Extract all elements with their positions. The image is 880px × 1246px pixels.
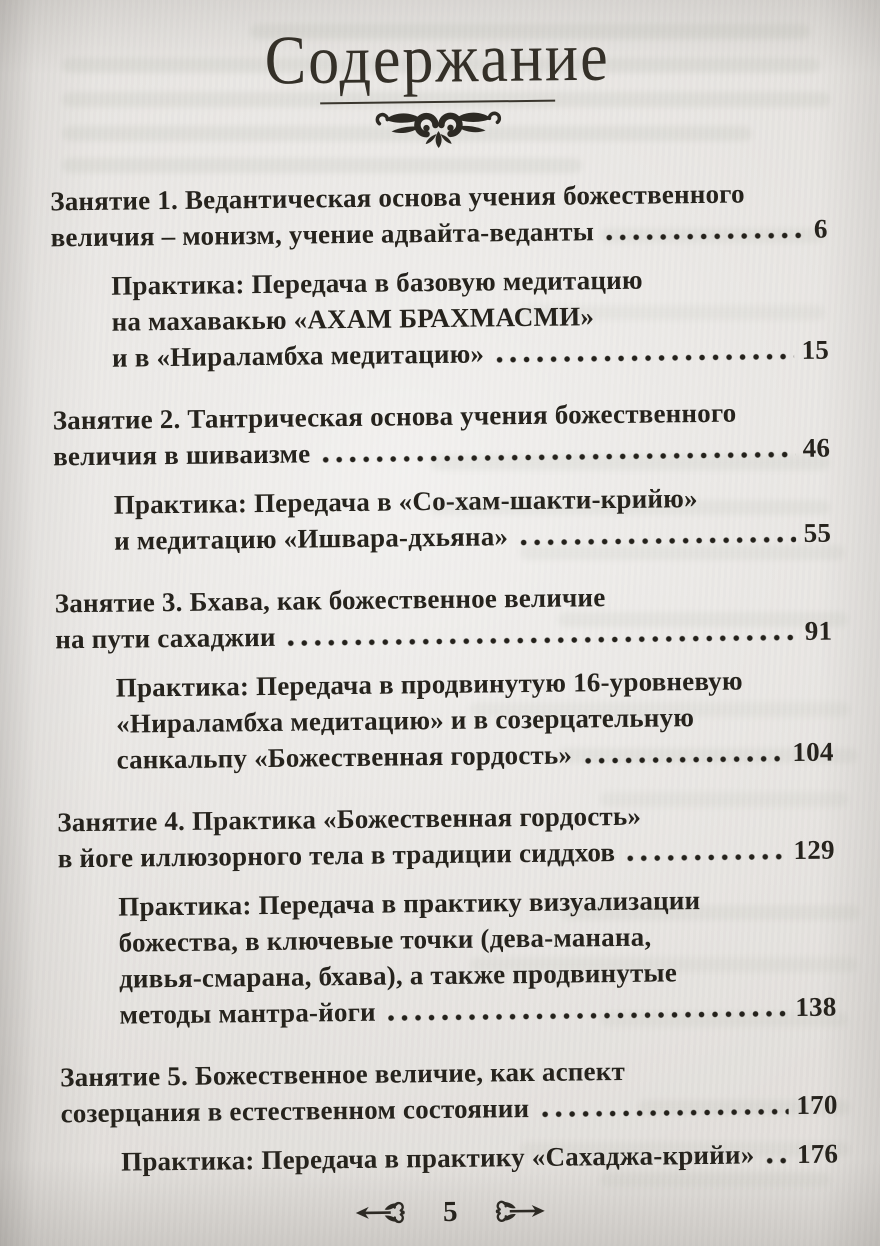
dot-leader	[520, 535, 796, 547]
dot-leader	[322, 450, 794, 464]
toc-entry-line: Практика: Передача в продвинутую 16-уровневую	[115, 665, 743, 703]
toc-entry-text: санкальпу «Божественная гордость»	[116, 739, 573, 775]
floral-flourish-icon	[49, 101, 826, 154]
toc-entry-lastline	[116, 734, 833, 778]
toc-entry-text: созерцания в естественном состоянии	[60, 1093, 530, 1129]
page-footer	[62, 1188, 839, 1237]
toc-entry-text: в йоге иллюзорного тела в традиции сиддхов	[57, 837, 616, 874]
dot-leader	[496, 352, 794, 364]
page-title: Содержание	[264, 19, 611, 100]
toc-entry-text: и медитацию «Ишвара-дхьяна»	[113, 521, 509, 556]
toc-entry	[58, 881, 837, 1034]
toc-entry-page: 46	[802, 432, 831, 464]
toc-entry-line: Занятие 3. Бхава, как божественное величие	[54, 582, 606, 619]
toc-entry-line: Занятие 1. Ведантическая основа учения божественного	[50, 178, 745, 217]
toc-entry	[50, 175, 828, 256]
toc-entry-page: 104	[792, 736, 834, 768]
toc-entry-lastline	[58, 832, 835, 877]
toc-entry	[55, 577, 833, 658]
toc-entry-text: величия – монизм, учение адвайта-веданты	[50, 216, 595, 253]
toc-entry-page: 55	[803, 517, 832, 549]
toc-entry-lastline	[53, 430, 830, 475]
dot-leader	[584, 754, 784, 765]
toc-entry	[54, 479, 832, 560]
fleuron-arrow-left-icon	[355, 1199, 407, 1228]
toc-entry-text: и в «Нираламбха медитацию»	[111, 338, 485, 373]
toc-list	[50, 175, 838, 1181]
toc-entry-lastline	[55, 613, 832, 658]
footer-page-number: 5	[442, 1195, 458, 1228]
toc-entry-line: дивья-смарана, бхава), а также продвинутые	[118, 957, 678, 994]
toc-entry-line: Занятие 2. Тантрическая основа учения божественного	[52, 397, 737, 436]
toc-entry-lastline	[114, 515, 831, 559]
toc-entry-line: Практика: Передача в практику визуализации	[118, 885, 701, 922]
toc-entry	[51, 260, 829, 377]
toc-entry	[57, 796, 835, 877]
toc-entry	[61, 1136, 838, 1181]
toc-entry-page: 15	[801, 334, 830, 366]
toc-entry	[56, 662, 834, 779]
toc-entry-text: величия в шиваизме	[52, 438, 311, 472]
toc-entry-lastline	[50, 211, 827, 256]
toc-entry-lastline	[121, 1136, 838, 1180]
toc-entry-page: 138	[795, 991, 837, 1023]
toc-entry-line: божества, в ключевые точки (дева-манана,	[118, 921, 652, 958]
toc-entry-text: Практика: Передача в практику «Сахаджа-крийи»	[121, 1139, 755, 1177]
toc-entry-page: 170	[796, 1089, 838, 1121]
toc-entry-line: Практика: Передача в базовую медитацию	[111, 264, 643, 302]
toc-entry-line: Практика: Передача в «Со-хам-шакти-крийю»	[113, 483, 698, 520]
dot-leader	[766, 1156, 789, 1165]
fleuron-arrow-right-icon	[493, 1197, 545, 1226]
toc-entry-lastline	[112, 332, 829, 376]
toc-entry	[60, 1051, 838, 1132]
toc-entry-page: 6	[813, 213, 828, 245]
toc-entry-text: на пути сахаджии	[55, 622, 276, 655]
toc-entry-page: 129	[793, 834, 835, 866]
dot-leader	[606, 231, 806, 242]
toc-entry-line: «Нираламбха медитацию» и в созерцательную	[116, 702, 695, 739]
toc-entry-line: на махавакью «АХАМ БРАХМАСМИ»	[111, 301, 595, 338]
toc-entry-line: Занятие 4. Практика «Божественная гордость»	[57, 801, 642, 838]
toc-entry-text: методы мантра-йоги	[119, 997, 377, 1030]
toc-entry-lastline	[60, 1087, 837, 1132]
dot-leader	[388, 1009, 788, 1023]
toc-entry-line: Занятие 5. Божественное величие, как аспект	[60, 1056, 626, 1093]
dot-leader	[541, 1107, 788, 1119]
toc-entry-lastline	[119, 989, 836, 1033]
toc-entry	[53, 394, 831, 475]
dot-leader	[627, 852, 785, 863]
dot-leader	[288, 633, 797, 648]
toc-entry-page: 176	[796, 1138, 839, 1170]
toc-entry-page: 91	[804, 615, 833, 647]
